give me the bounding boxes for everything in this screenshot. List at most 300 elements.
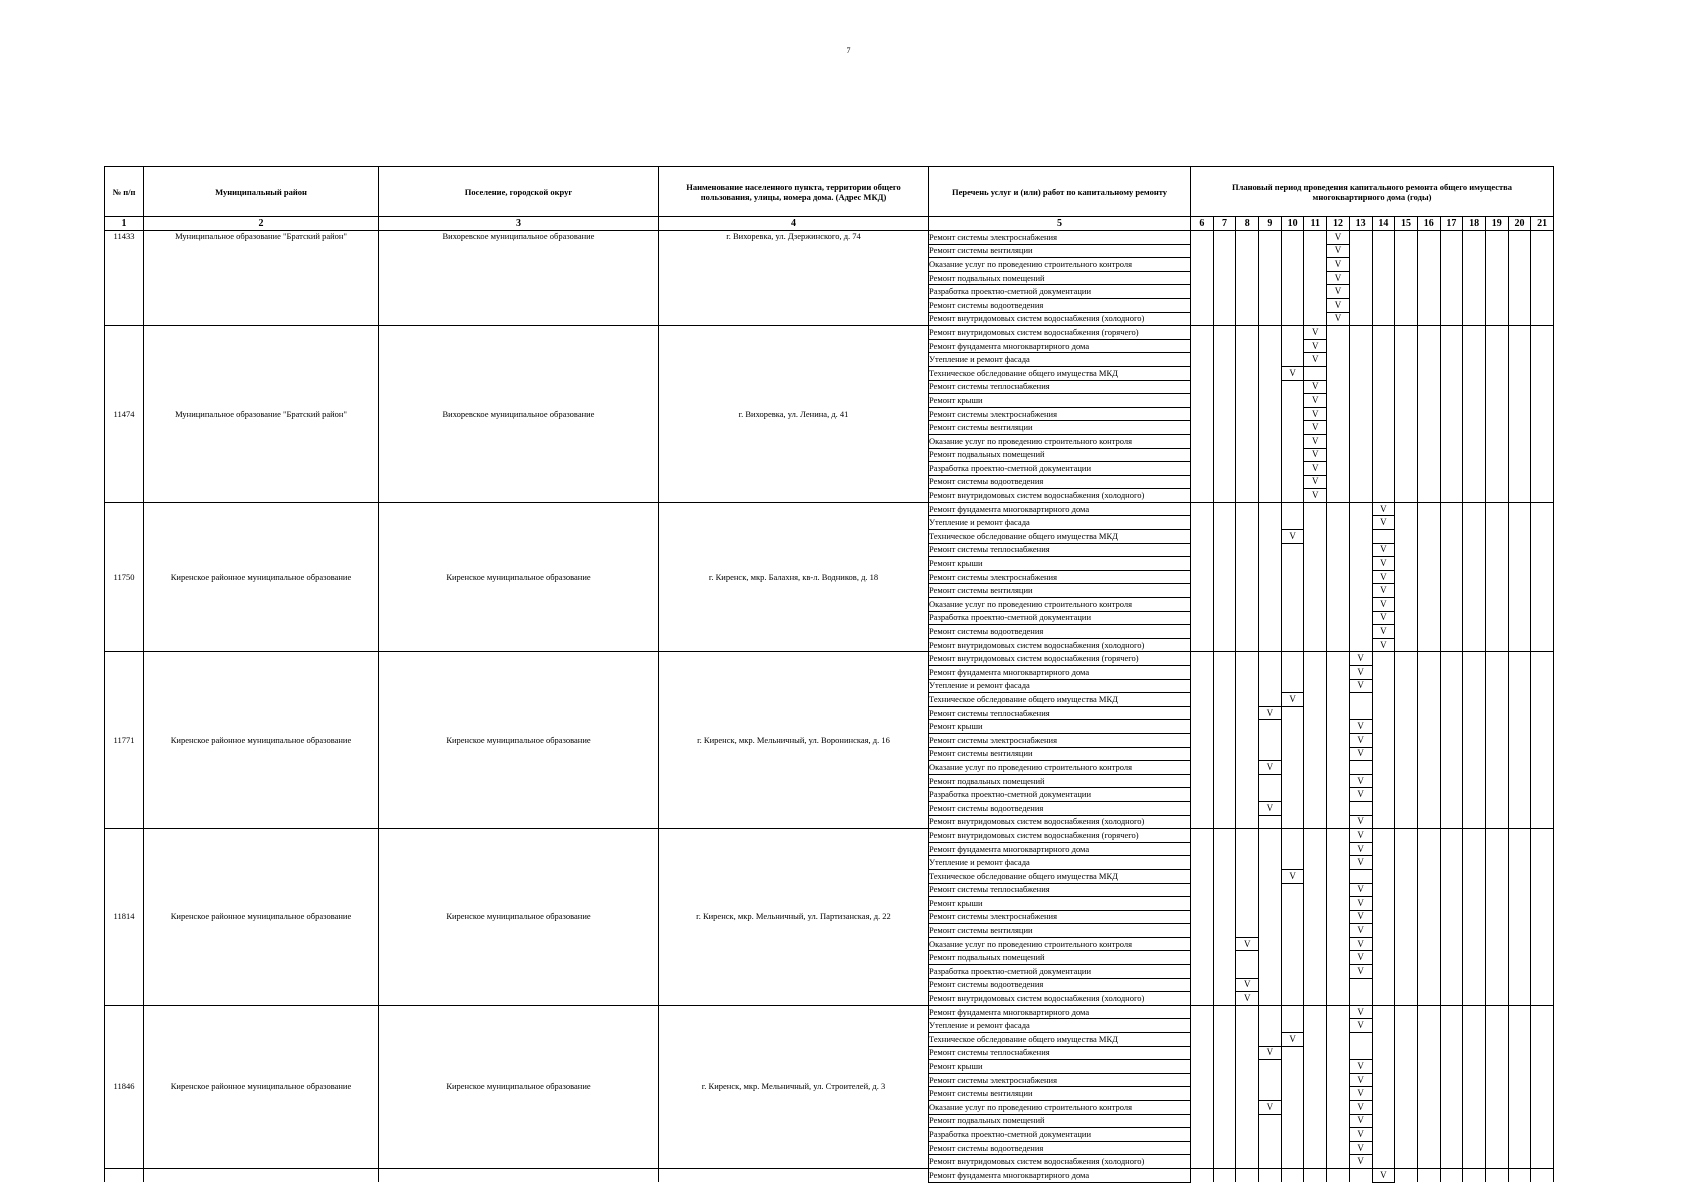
service-cell: Разработка проектно-сметной документации bbox=[929, 462, 1191, 476]
year-cell-18 bbox=[1463, 801, 1486, 815]
year-cell-13 bbox=[1349, 1114, 1372, 1128]
year-cell-7 bbox=[1213, 231, 1236, 245]
year-cell-11 bbox=[1304, 652, 1327, 666]
year-cell-15 bbox=[1395, 897, 1418, 911]
year-cell-8 bbox=[1236, 924, 1259, 938]
year-cell-9 bbox=[1259, 1087, 1282, 1101]
service-cell: Ремонт системы электроснабжения bbox=[929, 407, 1191, 421]
year-cell-13 bbox=[1349, 448, 1372, 462]
check-mark: V bbox=[1357, 816, 1364, 827]
year-cell-10 bbox=[1281, 842, 1304, 856]
year-cell-20 bbox=[1508, 557, 1531, 571]
year-cell-20 bbox=[1508, 625, 1531, 639]
column-number-7: 7 bbox=[1213, 217, 1236, 231]
service-cell: Разработка проектно-сметной документации bbox=[929, 965, 1191, 979]
address-cell bbox=[659, 1168, 929, 1182]
year-cell-6 bbox=[1191, 638, 1214, 652]
year-cell-9 bbox=[1259, 1114, 1282, 1128]
service-cell: Ремонт фундамента многоквартирного дома bbox=[929, 339, 1191, 353]
year-cell-19 bbox=[1485, 842, 1508, 856]
year-cell-15 bbox=[1395, 271, 1418, 285]
year-cell-16 bbox=[1417, 584, 1440, 598]
year-cell-11 bbox=[1304, 285, 1327, 299]
year-cell-18 bbox=[1463, 720, 1486, 734]
year-cell-16 bbox=[1417, 598, 1440, 612]
year-cell-12 bbox=[1327, 380, 1350, 394]
year-cell-19 bbox=[1485, 1101, 1508, 1115]
year-cell-6 bbox=[1191, 312, 1214, 326]
year-cell-21 bbox=[1531, 475, 1554, 489]
year-cell-13 bbox=[1349, 625, 1372, 639]
year-cell-20 bbox=[1508, 1155, 1531, 1169]
table-row bbox=[105, 231, 1554, 245]
year-cell-12 bbox=[1327, 1073, 1350, 1087]
year-cell-13 bbox=[1349, 312, 1372, 326]
year-cell-10 bbox=[1281, 693, 1304, 707]
year-cell-15 bbox=[1395, 421, 1418, 435]
year-cell-17 bbox=[1440, 380, 1463, 394]
year-cell-12 bbox=[1327, 910, 1350, 924]
year-cell-16 bbox=[1417, 978, 1440, 992]
year-cell-11 bbox=[1304, 570, 1327, 584]
year-cell-15 bbox=[1395, 829, 1418, 843]
row-number: 11433 bbox=[105, 231, 144, 326]
year-cell-6 bbox=[1191, 1101, 1214, 1115]
check-mark: V bbox=[1357, 925, 1364, 936]
year-cell-6 bbox=[1191, 598, 1214, 612]
year-cell-18 bbox=[1463, 1101, 1486, 1115]
year-cell-6 bbox=[1191, 747, 1214, 761]
year-cell-9 bbox=[1259, 788, 1282, 802]
year-cell-20 bbox=[1508, 815, 1531, 829]
year-cell-17 bbox=[1440, 1114, 1463, 1128]
year-cell-21 bbox=[1531, 543, 1554, 557]
year-cell-15 bbox=[1395, 244, 1418, 258]
year-cell-7 bbox=[1213, 829, 1236, 843]
year-cell-16 bbox=[1417, 489, 1440, 503]
check-mark: V bbox=[1312, 422, 1319, 433]
service-cell: Оказание услуг по проведению строительного контроля bbox=[929, 937, 1191, 951]
header-address: Наименование населенного пункта, территории общего пользования, улицы, номера дома. (Адрес МКД) bbox=[659, 167, 929, 217]
year-cell-8 bbox=[1236, 1087, 1259, 1101]
check-mark: V bbox=[1357, 1020, 1364, 1031]
year-cell-13 bbox=[1349, 407, 1372, 421]
check-mark: V bbox=[1380, 558, 1387, 569]
year-cell-10 bbox=[1281, 937, 1304, 951]
year-cell-10 bbox=[1281, 598, 1304, 612]
year-cell-13 bbox=[1349, 924, 1372, 938]
year-cell-11 bbox=[1304, 421, 1327, 435]
year-cell-17 bbox=[1440, 326, 1463, 340]
year-cell-8 bbox=[1236, 666, 1259, 680]
year-cell-13 bbox=[1349, 1128, 1372, 1142]
service-cell: Ремонт фундамента многоквартирного дома bbox=[929, 1005, 1191, 1019]
year-cell-17 bbox=[1440, 516, 1463, 530]
year-cell-20 bbox=[1508, 598, 1531, 612]
column-numbers-row bbox=[105, 217, 1554, 231]
year-cell-8 bbox=[1236, 720, 1259, 734]
year-cell-20 bbox=[1508, 666, 1531, 680]
year-cell-6 bbox=[1191, 407, 1214, 421]
year-cell-9 bbox=[1259, 298, 1282, 312]
year-cell-7 bbox=[1213, 1033, 1236, 1047]
year-cell-14 bbox=[1372, 1019, 1395, 1033]
year-cell-18 bbox=[1463, 611, 1486, 625]
column-number-16: 16 bbox=[1417, 217, 1440, 231]
year-cell-21 bbox=[1531, 584, 1554, 598]
year-cell-6 bbox=[1191, 584, 1214, 598]
year-cell-14 bbox=[1372, 516, 1395, 530]
year-cell-16 bbox=[1417, 951, 1440, 965]
check-mark: V bbox=[1243, 993, 1251, 1004]
settlement-cell: Вихоревское муниципальное образование bbox=[379, 326, 659, 503]
service-cell: Оказание услуг по проведению строительного контроля bbox=[929, 761, 1191, 775]
year-cell-6 bbox=[1191, 326, 1214, 340]
year-cell-16 bbox=[1417, 652, 1440, 666]
year-cell-10 bbox=[1281, 543, 1304, 557]
year-cell-15 bbox=[1395, 1073, 1418, 1087]
year-cell-12 bbox=[1327, 1141, 1350, 1155]
year-cell-15 bbox=[1395, 1168, 1418, 1182]
year-cell-6 bbox=[1191, 1060, 1214, 1074]
year-cell-16 bbox=[1417, 366, 1440, 380]
year-cell-19 bbox=[1485, 516, 1508, 530]
check-mark: V bbox=[1380, 639, 1387, 650]
year-cell-18 bbox=[1463, 271, 1486, 285]
year-cell-18 bbox=[1463, 258, 1486, 272]
year-cell-9 bbox=[1259, 897, 1282, 911]
year-cell-20 bbox=[1508, 897, 1531, 911]
table-row bbox=[105, 1168, 1554, 1182]
year-cell-12 bbox=[1327, 502, 1350, 516]
year-cell-6 bbox=[1191, 924, 1214, 938]
year-cell-18 bbox=[1463, 978, 1486, 992]
service-cell: Ремонт системы электроснабжения bbox=[929, 1073, 1191, 1087]
year-cell-16 bbox=[1417, 1128, 1440, 1142]
address-cell: г. Вихоревка, ул. Ленина, д. 41 bbox=[659, 326, 929, 503]
year-cell-8 bbox=[1236, 801, 1259, 815]
year-cell-11 bbox=[1304, 611, 1327, 625]
year-cell-8 bbox=[1236, 856, 1259, 870]
year-cell-18 bbox=[1463, 366, 1486, 380]
year-cell-6 bbox=[1191, 883, 1214, 897]
year-cell-16 bbox=[1417, 462, 1440, 476]
year-cell-9 bbox=[1259, 842, 1282, 856]
year-cell-7 bbox=[1213, 666, 1236, 680]
year-cell-6 bbox=[1191, 394, 1214, 408]
service-cell: Оказание услуг по проведению строительного контроля bbox=[929, 1101, 1191, 1115]
year-cell-8 bbox=[1236, 421, 1259, 435]
year-cell-8 bbox=[1236, 1141, 1259, 1155]
year-cell-21 bbox=[1531, 856, 1554, 870]
year-cell-10 bbox=[1281, 1019, 1304, 1033]
year-cell-9 bbox=[1259, 774, 1282, 788]
year-cell-13 bbox=[1349, 1060, 1372, 1074]
check-mark: V bbox=[1334, 258, 1342, 269]
year-cell-19 bbox=[1485, 326, 1508, 340]
district-cell: Киренское районное муниципальное образование bbox=[144, 652, 379, 829]
year-cell-14 bbox=[1372, 434, 1395, 448]
year-cell-20 bbox=[1508, 638, 1531, 652]
year-cell-20 bbox=[1508, 543, 1531, 557]
year-cell-7 bbox=[1213, 244, 1236, 258]
settlement-cell: Киренское муниципальное образование bbox=[379, 502, 659, 652]
year-cell-12 bbox=[1327, 842, 1350, 856]
year-cell-13 bbox=[1349, 992, 1372, 1006]
year-cell-14 bbox=[1372, 747, 1395, 761]
year-cell-14 bbox=[1372, 407, 1395, 421]
service-cell: Ремонт системы теплоснабжения bbox=[929, 380, 1191, 394]
check-mark: V bbox=[1357, 1115, 1364, 1126]
year-cell-13 bbox=[1349, 557, 1372, 571]
year-cell-8 bbox=[1236, 298, 1259, 312]
service-cell: Ремонт системы вентиляции bbox=[929, 747, 1191, 761]
year-cell-16 bbox=[1417, 910, 1440, 924]
year-cell-10 bbox=[1281, 366, 1304, 380]
year-cell-7 bbox=[1213, 421, 1236, 435]
year-cell-9 bbox=[1259, 366, 1282, 380]
year-cell-7 bbox=[1213, 339, 1236, 353]
year-cell-6 bbox=[1191, 910, 1214, 924]
year-cell-21 bbox=[1531, 434, 1554, 448]
year-cell-11 bbox=[1304, 502, 1327, 516]
column-number-4: 4 bbox=[659, 217, 929, 231]
year-cell-13 bbox=[1349, 801, 1372, 815]
page-number: 7 bbox=[846, 46, 851, 55]
year-cell-15 bbox=[1395, 434, 1418, 448]
header-services: Перечень услуг и (или) работ по капитальному ремонту bbox=[929, 167, 1191, 217]
service-cell: Ремонт системы электроснабжения bbox=[929, 910, 1191, 924]
year-cell-7 bbox=[1213, 557, 1236, 571]
year-cell-9 bbox=[1259, 421, 1282, 435]
check-mark: V bbox=[1266, 707, 1274, 718]
service-cell: Ремонт системы теплоснабжения bbox=[929, 1046, 1191, 1060]
year-cell-20 bbox=[1508, 951, 1531, 965]
column-number-12: 12 bbox=[1327, 217, 1350, 231]
year-cell-12 bbox=[1327, 706, 1350, 720]
column-number-11: 11 bbox=[1304, 217, 1327, 231]
district-cell: Киренское районное муниципальное образование bbox=[144, 502, 379, 652]
year-cell-15 bbox=[1395, 1155, 1418, 1169]
year-cell-11 bbox=[1304, 937, 1327, 951]
year-cell-21 bbox=[1531, 706, 1554, 720]
year-cell-20 bbox=[1508, 421, 1531, 435]
year-cell-12 bbox=[1327, 679, 1350, 693]
year-cell-12 bbox=[1327, 1168, 1350, 1182]
year-cell-11 bbox=[1304, 380, 1327, 394]
year-cell-15 bbox=[1395, 937, 1418, 951]
column-number-17: 17 bbox=[1440, 217, 1463, 231]
year-cell-17 bbox=[1440, 598, 1463, 612]
year-cell-8 bbox=[1236, 652, 1259, 666]
year-cell-9 bbox=[1259, 679, 1282, 693]
year-cell-11 bbox=[1304, 1019, 1327, 1033]
year-cell-17 bbox=[1440, 258, 1463, 272]
year-cell-18 bbox=[1463, 679, 1486, 693]
check-mark: V bbox=[1312, 435, 1319, 446]
year-cell-12 bbox=[1327, 897, 1350, 911]
year-cell-13 bbox=[1349, 978, 1372, 992]
year-cell-12 bbox=[1327, 543, 1350, 557]
year-cell-17 bbox=[1440, 1005, 1463, 1019]
year-cell-16 bbox=[1417, 448, 1440, 462]
year-cell-10 bbox=[1281, 883, 1304, 897]
year-cell-17 bbox=[1440, 421, 1463, 435]
year-cell-18 bbox=[1463, 394, 1486, 408]
year-cell-21 bbox=[1531, 448, 1554, 462]
year-cell-21 bbox=[1531, 733, 1554, 747]
check-mark: V bbox=[1357, 775, 1364, 786]
year-cell-11 bbox=[1304, 774, 1327, 788]
year-cell-15 bbox=[1395, 869, 1418, 883]
year-cell-11 bbox=[1304, 788, 1327, 802]
year-cell-9 bbox=[1259, 1060, 1282, 1074]
year-cell-13 bbox=[1349, 271, 1372, 285]
year-cell-10 bbox=[1281, 1168, 1304, 1182]
year-cell-19 bbox=[1485, 815, 1508, 829]
year-cell-15 bbox=[1395, 638, 1418, 652]
year-cell-9 bbox=[1259, 1128, 1282, 1142]
year-cell-19 bbox=[1485, 897, 1508, 911]
year-cell-20 bbox=[1508, 965, 1531, 979]
year-cell-7 bbox=[1213, 584, 1236, 598]
check-mark: V bbox=[1266, 1101, 1274, 1112]
year-cell-17 bbox=[1440, 1087, 1463, 1101]
year-cell-21 bbox=[1531, 1114, 1554, 1128]
year-cell-10 bbox=[1281, 978, 1304, 992]
year-cell-10 bbox=[1281, 1046, 1304, 1060]
service-cell: Ремонт системы вентиляции bbox=[929, 924, 1191, 938]
year-cell-15 bbox=[1395, 1087, 1418, 1101]
year-cell-12 bbox=[1327, 788, 1350, 802]
address-cell: г. Киренск, мкр. Балахня, кв-л. Водников, д. 18 bbox=[659, 502, 929, 652]
year-cell-21 bbox=[1531, 829, 1554, 843]
year-cell-17 bbox=[1440, 1141, 1463, 1155]
year-cell-8 bbox=[1236, 937, 1259, 951]
year-cell-8 bbox=[1236, 774, 1259, 788]
address-cell: г. Вихоревка, ул. Дзержинского, д. 74 bbox=[659, 231, 929, 326]
check-mark: V bbox=[1243, 938, 1251, 949]
year-cell-8 bbox=[1236, 1155, 1259, 1169]
year-cell-7 bbox=[1213, 489, 1236, 503]
year-cell-12 bbox=[1327, 733, 1350, 747]
year-cell-21 bbox=[1531, 312, 1554, 326]
year-cell-13 bbox=[1349, 380, 1372, 394]
year-cell-14 bbox=[1372, 570, 1395, 584]
service-cell: Утепление и ремонт фасада bbox=[929, 1019, 1191, 1033]
year-cell-20 bbox=[1508, 258, 1531, 272]
year-cell-20 bbox=[1508, 679, 1531, 693]
year-cell-8 bbox=[1236, 244, 1259, 258]
year-cell-12 bbox=[1327, 652, 1350, 666]
year-cell-11 bbox=[1304, 856, 1327, 870]
year-cell-7 bbox=[1213, 502, 1236, 516]
column-number-9: 9 bbox=[1259, 217, 1282, 231]
year-cell-7 bbox=[1213, 326, 1236, 340]
year-cell-7 bbox=[1213, 353, 1236, 367]
year-cell-10 bbox=[1281, 897, 1304, 911]
check-mark: V bbox=[1380, 571, 1387, 582]
year-cell-18 bbox=[1463, 326, 1486, 340]
year-cell-11 bbox=[1304, 1101, 1327, 1115]
year-cell-7 bbox=[1213, 720, 1236, 734]
year-cell-10 bbox=[1281, 502, 1304, 516]
year-cell-7 bbox=[1213, 1019, 1236, 1033]
year-cell-13 bbox=[1349, 693, 1372, 707]
check-mark: V bbox=[1380, 598, 1387, 609]
year-cell-18 bbox=[1463, 706, 1486, 720]
year-cell-20 bbox=[1508, 761, 1531, 775]
table-row bbox=[105, 326, 1554, 340]
check-mark: V bbox=[1380, 517, 1387, 528]
year-cell-11 bbox=[1304, 326, 1327, 340]
year-cell-20 bbox=[1508, 394, 1531, 408]
year-cell-13 bbox=[1349, 679, 1372, 693]
year-cell-21 bbox=[1531, 1087, 1554, 1101]
year-cell-21 bbox=[1531, 666, 1554, 680]
year-cell-13 bbox=[1349, 869, 1372, 883]
year-cell-9 bbox=[1259, 965, 1282, 979]
year-cell-6 bbox=[1191, 1073, 1214, 1087]
year-cell-7 bbox=[1213, 394, 1236, 408]
check-mark: V bbox=[1334, 286, 1342, 297]
year-cell-16 bbox=[1417, 1168, 1440, 1182]
year-cell-6 bbox=[1191, 421, 1214, 435]
year-cell-13 bbox=[1349, 584, 1372, 598]
year-cell-11 bbox=[1304, 666, 1327, 680]
year-cell-8 bbox=[1236, 380, 1259, 394]
year-cell-14 bbox=[1372, 965, 1395, 979]
year-cell-21 bbox=[1531, 557, 1554, 571]
year-cell-14 bbox=[1372, 761, 1395, 775]
year-cell-11 bbox=[1304, 733, 1327, 747]
year-cell-12 bbox=[1327, 1019, 1350, 1033]
year-cell-21 bbox=[1531, 1060, 1554, 1074]
year-cell-13 bbox=[1349, 1155, 1372, 1169]
year-cell-15 bbox=[1395, 394, 1418, 408]
address-cell: г. Киренск, мкр. Мельничный, ул. Партизанская, д. 22 bbox=[659, 829, 929, 1006]
year-cell-10 bbox=[1281, 611, 1304, 625]
year-cell-11 bbox=[1304, 1087, 1327, 1101]
year-cell-16 bbox=[1417, 380, 1440, 394]
year-cell-9 bbox=[1259, 815, 1282, 829]
year-cell-10 bbox=[1281, 1101, 1304, 1115]
year-cell-17 bbox=[1440, 842, 1463, 856]
year-cell-9 bbox=[1259, 801, 1282, 815]
year-cell-18 bbox=[1463, 693, 1486, 707]
check-mark: V bbox=[1334, 299, 1342, 310]
year-cell-9 bbox=[1259, 1033, 1282, 1047]
year-cell-13 bbox=[1349, 570, 1372, 584]
year-cell-10 bbox=[1281, 965, 1304, 979]
year-cell-21 bbox=[1531, 842, 1554, 856]
year-cell-20 bbox=[1508, 801, 1531, 815]
year-cell-20 bbox=[1508, 475, 1531, 489]
year-cell-14 bbox=[1372, 1087, 1395, 1101]
check-mark: V bbox=[1380, 626, 1387, 637]
year-cell-20 bbox=[1508, 516, 1531, 530]
year-cell-11 bbox=[1304, 516, 1327, 530]
year-cell-19 bbox=[1485, 638, 1508, 652]
year-cell-17 bbox=[1440, 924, 1463, 938]
check-mark: V bbox=[1289, 367, 1296, 378]
year-cell-9 bbox=[1259, 339, 1282, 353]
service-cell: Ремонт внутридомовых систем водоснабжения (холодного) bbox=[929, 638, 1191, 652]
year-cell-17 bbox=[1440, 271, 1463, 285]
service-cell: Ремонт крыши bbox=[929, 720, 1191, 734]
year-cell-21 bbox=[1531, 761, 1554, 775]
year-cell-14 bbox=[1372, 584, 1395, 598]
